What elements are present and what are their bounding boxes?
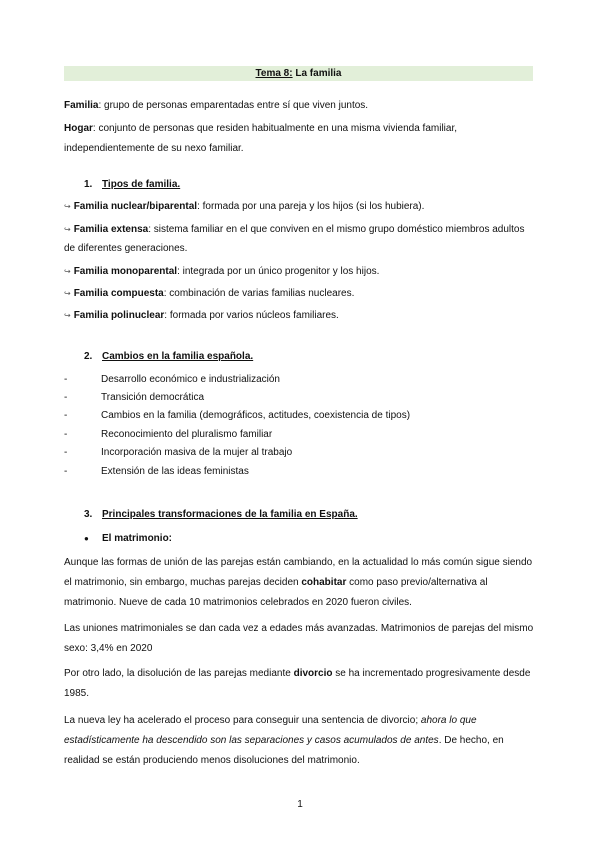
list-item: - Desarrollo económico e industrialización bbox=[64, 374, 280, 385]
section-3-heading: 3. Principales transformaciones de la familia en España. bbox=[84, 509, 358, 520]
bullet-dot-icon: ● bbox=[84, 534, 89, 543]
paragraph-2: Las uniones matrimoniales se dan cada vez a edades más avanzadas. Matrimonios de parejas del mismo sexo: 3,4% en 2020 bbox=[64, 623, 534, 654]
section-1-heading: 1. Tipos de familia. bbox=[84, 179, 181, 190]
section-2-heading: 2. Cambios en la familia española. bbox=[84, 351, 254, 362]
arrow-bullet-icon: ↪ bbox=[64, 202, 71, 211]
list-item: - Reconocimiento del pluralismo familiar bbox=[64, 429, 273, 440]
list-item: ↪ Familia monoparental: integrada por un único progenitor y los hijos. bbox=[64, 266, 380, 277]
list-item: - Incorporación masiva de la mujer al trabajo bbox=[64, 447, 293, 458]
arrow-bullet-icon: ↪ bbox=[64, 311, 71, 320]
paragraph-3: Por otro lado, la disolución de las parejas mediante divorcio se ha incrementado progresivamente desde 1985. bbox=[64, 668, 531, 699]
page-title bbox=[64, 66, 533, 81]
arrow-bullet-icon: ↪ bbox=[64, 289, 71, 298]
list-item: ↪ Familia compuesta: combinación de varias familias nucleares. bbox=[64, 288, 355, 299]
paragraph-1: Aunque las formas de unión de las parejas están cambiando, en la actualidad lo más común sigue siendo el matrimonio, sin embargo, muchas parejas deciden cohabitar como paso previo/alternativa al matrimonio. Nueve de cada 10 matrimonios celebrados en 2020 fueron civiles. bbox=[64, 557, 533, 608]
title-prefix: Tema 8: bbox=[255, 68, 293, 79]
paragraph-4: La nueva ley ha acelerado el proceso para conseguir una sentencia de divorcio; ahora lo que estadísticamente ha descendido son las separaciones y casos acumulados de antes. De hecho, en realidad se están produciendo menos disoluciones del matrimonio. bbox=[64, 715, 504, 766]
arrow-bullet-icon: ↪ bbox=[64, 267, 71, 276]
arrow-bullet-icon: ↪ bbox=[64, 225, 71, 234]
bullet-matrimonio: ● El matrimonio: bbox=[84, 531, 172, 547]
list-item: ↪ Familia polinuclear: formada por varios núcleos familiares. bbox=[64, 310, 339, 321]
page-number: 1 bbox=[297, 799, 303, 810]
definition-familia: Familia: grupo de personas emparentadas entre sí que viven juntos. bbox=[64, 100, 369, 111]
list-item: - Transición democrática bbox=[64, 392, 205, 403]
list-item: - Extensión de las ideas feministas bbox=[64, 466, 249, 477]
definition-hogar: Hogar: conjunto de personas que residen habitualmente en una misma vivienda familiar, independientemente de su nexo familiar. bbox=[64, 123, 458, 154]
list-item: ↪ Familia nuclear/biparental: formada por una pareja y los hijos (si los hubiera). bbox=[64, 201, 425, 212]
title-text: La familia bbox=[292, 68, 342, 79]
list-item: - Cambios en la familia (demográficos, actitudes, coexistencia de tipos) bbox=[64, 410, 411, 421]
list-item: ↪ Familia extensa: sistema familiar en el que conviven en el mismo grupo doméstico miembros adultos de diferentes generaciones. bbox=[64, 224, 525, 254]
